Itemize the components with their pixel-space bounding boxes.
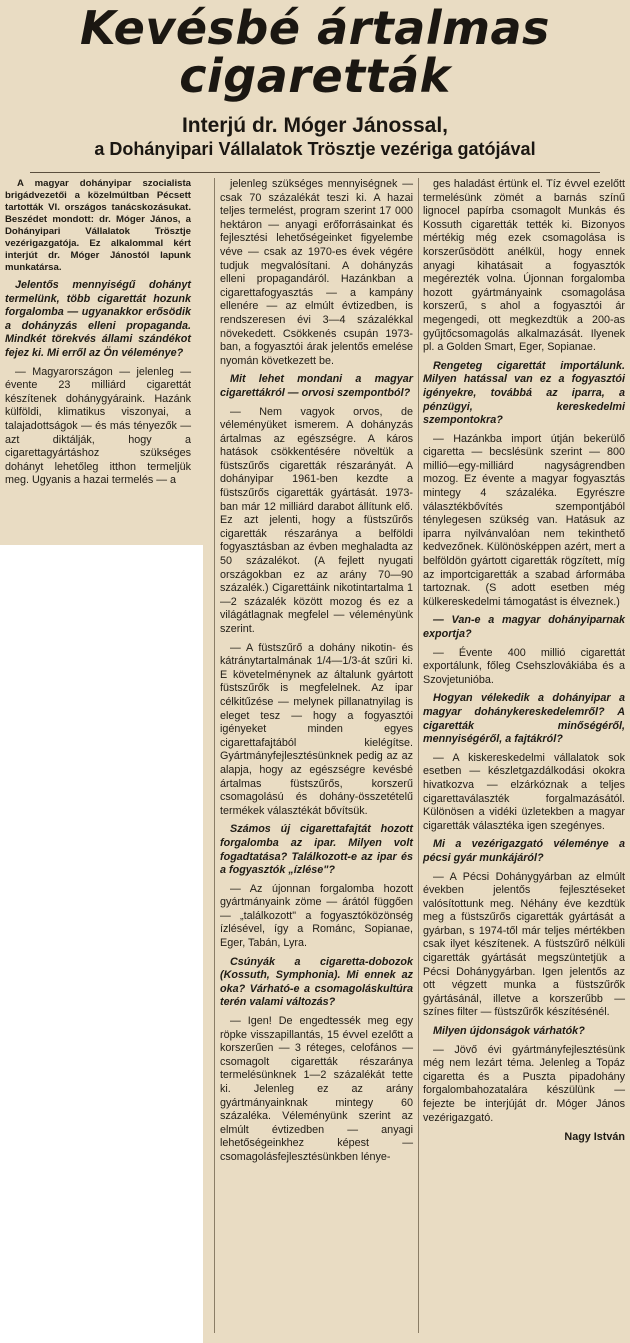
question-3: Számos új cigarettafajtát hozott forgalomba az ipar. Milyen volt fogadtatása? Találkozott-e az ipar és a fogyasztók „ízlése"? bbox=[220, 823, 413, 877]
answer-4-continued: ges haladást értünk el. Tíz évvel ezelőtt termelésünk zömét a barnás színű lignocel papírba csomagolt Munkás és Kossuth cigaretták tették ki. Bizonyos mértékig még ezek csomagolása is korszerűsödött anélkül, hogy ennek anyagi kihatásait a fogyasztók megérezték volna. Újonnan forgalomba hozott gyártmányaink csomagolása korszerű, s ahol a fogyasztói ár megengedi, ott megkezdtük a 200-as gyűjtőcsomagolás alkalmazását. Ilyenek pl. a Golden Smart, Eger, Sopianae. bbox=[423, 178, 625, 354]
answer-9: — Jövő évi gyártmányfejlesztésünk még nem lezárt téma. Jelenleg a Topáz cigaretta és a Puszta pipadohány forgalombahozatalára készülünk — fejezte be interjúját dr. Móger János vezérigazgató. bbox=[423, 1043, 625, 1124]
subheadline-line-2: a Dohányipari Vállalatok Trösztje vezériga gatójával bbox=[94, 139, 536, 159]
question-6: — Van-e a magyar dohányiparnak exportja? bbox=[423, 614, 625, 640]
question-7: Hogyan vélekedik a dohányipar a magyar dohánykereskedelemről? A cigaretták minőségéről, mennyiségéről, a fajtákról? bbox=[423, 692, 625, 746]
article-column-3 bbox=[423, 178, 625, 1145]
answer-6: — Évente 400 millió cigarettát exportálunk, főleg Csehszlovákiába és a Szovjetunióba. bbox=[423, 646, 625, 686]
question-4: Csúnyák a cigaretta-dobozok (Kossuth, Symphonia). Mi ennek az oka? Várható-e a csomagoláskultúra terén valami változás? bbox=[220, 955, 413, 1009]
answer-3: — Az újonnan forgalomba hozott gyártmányaink zöme — árától függően — „találkozott" a fogyasztóközönség ízlésével, így a Románc, Sopianae, Eger, Tabán, Lyra. bbox=[220, 882, 413, 950]
answer-7: — A kiskereskedelmi vállalatok sok esetben — készletgazdálkodási okokra hivatkozva — elzárkóznak a teljes cigarettaválaszték forgalmazásától. Különösen a vidéki üzletekben a magyar cigaretták választéka igen szegényes. bbox=[423, 751, 625, 832]
article-column-1 bbox=[5, 178, 191, 493]
question-9: Milyen újdonságok várhatók? bbox=[433, 1025, 585, 1038]
headline-line-1: Kevésbé ártalmas bbox=[80, 1, 550, 55]
column-divider-1 bbox=[214, 178, 215, 1333]
headline-line-2: cigaretták bbox=[179, 49, 451, 103]
question-8: Mi a vezérigazgató véleménye a pécsi gyár munkájáról? bbox=[423, 838, 625, 864]
answer-1: — Magyarországon — jelenleg — évente 23 milliárd cigarettát készítenek dohánygyáraink. Hazánk külföldi, klimatikus viszonyai, a talajadottságok — és más tényezők — azt diktálják, hogy a cigarettagyártáshoz szükséges dohányt lehetőleg itthon termeljük meg. Ugyanis a hazai termelés — a bbox=[5, 365, 191, 487]
column-divider-2 bbox=[418, 178, 419, 1333]
author-signature: Nagy István bbox=[564, 1131, 625, 1144]
question-5: Rengeteg cigarettát importálunk. Milyen hatással van ez a fogyasztói igényekre, továbbá az iparra, a pénzügyi, kereskedelmi szempontokra? bbox=[423, 359, 625, 427]
answer-2-b: — A füstszűrő a dohány nikotin- és kátránytartalmának 1/4—1/3-át szűri ki. E követelménynek az általunk gyártott füstszűrők is megfelelnek. Az ipar célkitűzése — melynek pillanatnyilag is eleget tesz — hogy a fogyasztói igényeket minden egyes cigarettafajtából kielégítse. Gyártmányfejlesztésünknek pedig az az alapja, hogy az egészségre kevésbé ártalmas füstszűrős, korszerű csomagolású és dohány-összetételű termékek választékát bővítsük. bbox=[220, 641, 413, 817]
answer-4: — Igen! De engedtessék meg egy röpke visszapillantás, 15 évvel ezelőtt a korszerűen — 3 réteges, celofános — csomagolt cigaretták részaránya termelésünknek 1—2 százalékát tette ki. Jelenleg ez az arány gyártmányainknak mintegy 60 százaléka. Véleményünk szerint az elmúlt évtizedben — anyagi lehetőségeinkhez képest — csomagolásfejlesztésünkben lénye- bbox=[220, 1015, 413, 1163]
article-column-2 bbox=[220, 178, 413, 1170]
lead-paragraph: A magyar dohányipar szocialista brigádvezetői a közelmúltban Pécsett tartották VI. országos tanácskozásukat. Beszédet mondott: dr. Móger János, a Dohányipari Vállalatok Trösztje vezérigazgatója. Ez alkalommal kért interjút dr. Móger Jánostól lapunk munkatársa. bbox=[5, 178, 191, 273]
answer-8: — A Pécsi Dohánygyárban az elmúlt években jelentős fejlesztéseket valósítottunk meg. Néhány éve kezdtük meg a füstszűrős cigaretták gyártását a gyárban, s 1974-től már teljes mértékben csak ilyet készítenek. A füstszűrő nélküli cigaretták gyártását megszüntetjük a Pécsi Dohánygyárban. Igen jelentős az ott végzett munka a füstszűrők gyártásánál, illetve a korszerűbb — színes filter — füstszűrők készítésénél. bbox=[423, 870, 625, 1019]
subheadline-line-1: Interjú dr. Móger Jánossal, bbox=[181, 114, 449, 137]
answer-5: — Hazánkba import útján bekerülő cigaretta — becslésünk szerint — 800 millió—egy-milliárd nagyságrendben mozog. Ez évente a magyar fogyasztás mintegy 4 százaléka. Egyrészre választékbővítés szempontjából ténylegesen szükség van. Hatásuk az iparra nyilvánvalóan nem tekinthető kedvezőnek. Különösképpen azért, mert a belföldön gyártott cigaretták rögzített, míg az importcigaretták a szabad árformába tartoznak. (S adott esetben még külkereskedelmi támogatást is élveznek.) bbox=[423, 432, 625, 608]
answer-2: — Nem vagyok orvos, de véleményüket ismerem. A dohányzás ártalmas az egészségre. A káros hatások csökkentésére növeltük a füstszűrős cigaretták részarányát. A dohányipar 1961-ben kezdte a füstszűrős cigaretták gyártását. 1973-ban már 12 milliárd darabot állítunk elő. Ez azt jelenti, hogy a füstszűrős cigaretták részaránya a belföldi fogyasztásban az évben meghaladta az 50 százalékot. (A fejlett nyugati országokban ez az arány 70—90 százalék.) Cigarettáink nikotintartalma 1—2 százalék között mozog és ez a világátlagnak megfelel — véleményünk szerint. bbox=[220, 405, 413, 635]
question-2: Mit lehet mondani a magyar cigarettákról — orvosi szempontból? bbox=[220, 373, 413, 399]
question-1: Jelentős mennyiségű dohányt termelünk, több cigarettát hozunk forgalomba — ugyanakkor erősödik a dohányzás elleni propaganda. Mindkét törekvés állami szándékot fejez ki. Mi erről az Ön véleménye? bbox=[5, 279, 191, 359]
answer-1-continued: jelenleg szükséges mennyiségnek — csak 70 százalékát teszi ki. A hazai teljes termelést, program szerint 17 000 hektáron — anyagi erőforrásainkat és fejlesztési lehetőségeinket figyelembe véve — csak az 1970-es évek végére tudjuk megvalósítani. A dohányzás elleni propagandáról. Hazánkban a cigarettafogyasztás — a kampány ellenére — az elmúlt évtizedben, is rendszeresen évi 3—4 százalékkal növekedett. Csökkenés csupán 1973-ban, a fogyasztói árak jelentős emelése nyomán következett be. bbox=[220, 178, 413, 367]
headline-rule bbox=[30, 172, 600, 173]
